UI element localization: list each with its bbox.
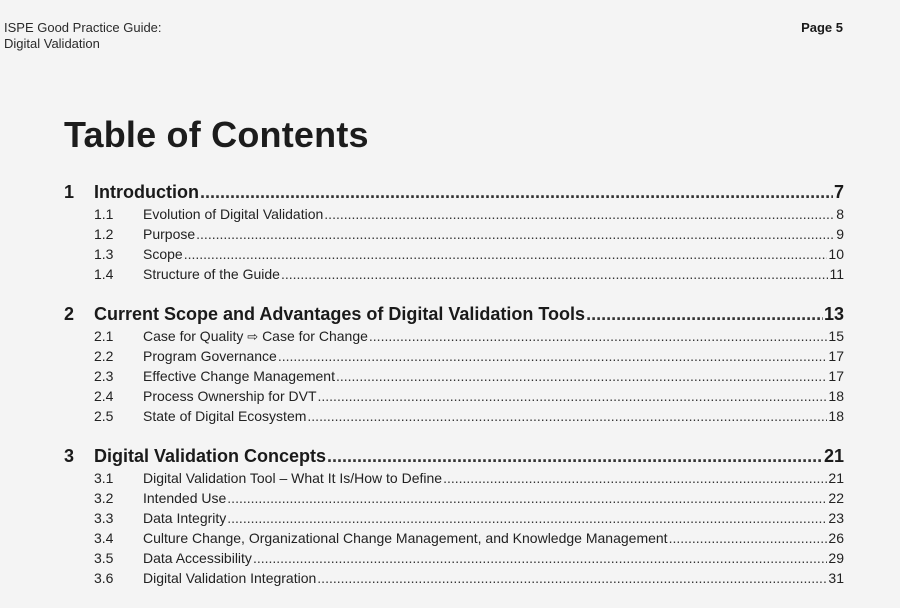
entry-title: Structure of the Guide <box>143 266 280 282</box>
entry-title: Process Ownership for DVT <box>143 388 317 404</box>
section-page: 13 <box>823 304 844 324</box>
toc-section-3 <box>64 446 844 590</box>
header-guide-subtitle: Digital Validation <box>4 36 100 51</box>
toc-section-1 <box>64 182 844 286</box>
entry-title-part-a: Case for Quality <box>143 328 244 344</box>
dot-leader <box>369 328 828 344</box>
toc-section-heading[interactable] <box>64 304 844 328</box>
entry-page: 18 <box>828 408 844 424</box>
section-page: 21 <box>823 446 844 466</box>
toc-entry[interactable] <box>64 470 844 490</box>
section-title: Current Scope and Advantages of Digital Validation Tools <box>94 304 586 324</box>
page-number: Page 5 <box>801 20 843 35</box>
dot-leader <box>227 490 827 506</box>
entry-title: Evolution of Digital Validation <box>143 206 324 222</box>
toc-entry[interactable] <box>64 510 844 530</box>
dot-leader <box>586 304 823 325</box>
dot-leader <box>318 388 828 404</box>
toc-entry[interactable] <box>64 206 844 226</box>
entry-number: 1.4 <box>94 266 114 282</box>
dot-leader <box>200 182 833 203</box>
dot-leader <box>278 348 828 364</box>
toc-entry[interactable] <box>64 368 844 388</box>
header-guide-title: ISPE Good Practice Guide: <box>4 20 162 35</box>
dot-leader <box>443 470 827 486</box>
entry-page: 31 <box>828 570 844 586</box>
entry-page: 17 <box>828 348 844 364</box>
entry-title: State of Digital Ecosystem <box>143 408 307 424</box>
dot-leader <box>317 570 827 586</box>
entry-title: Intended Use <box>143 490 227 506</box>
entry-page: 8 <box>836 206 844 222</box>
entry-number: 3.1 <box>94 470 114 486</box>
entry-page: 18 <box>828 388 844 404</box>
entry-number: 2.5 <box>94 408 114 424</box>
toc-entry[interactable] <box>64 490 844 510</box>
entry-title: Purpose <box>143 226 196 242</box>
entry-page: 15 <box>828 328 844 344</box>
dot-leader <box>253 550 827 566</box>
entry-title: Data Integrity <box>143 510 227 526</box>
toc-section-heading[interactable] <box>64 182 844 206</box>
entry-number: 1.1 <box>94 206 114 222</box>
toc-entry[interactable] <box>64 550 844 570</box>
entry-page: 29 <box>828 550 844 566</box>
toc-entry[interactable] <box>64 266 844 286</box>
entry-number: 2.1 <box>94 328 114 344</box>
section-number: 1 <box>64 182 75 202</box>
entry-title: Effective Change Management <box>143 368 335 384</box>
toc-entry[interactable] <box>64 328 844 348</box>
entry-page: 23 <box>828 510 844 526</box>
toc-section-2 <box>64 304 844 428</box>
dot-leader <box>307 408 827 424</box>
section-number: 2 <box>64 304 75 324</box>
dot-leader <box>324 206 835 222</box>
dot-leader <box>196 226 835 242</box>
toc-entry[interactable] <box>64 226 844 246</box>
entry-page: 10 <box>828 246 844 262</box>
entry-title: Digital Validation Tool – What It Is/How to Define <box>143 470 443 486</box>
entry-number: 3.3 <box>94 510 114 526</box>
entry-number: 1.2 <box>94 226 114 242</box>
dot-leader <box>227 510 827 526</box>
entry-number: 1.3 <box>94 246 114 262</box>
arrow-right-icon: ⇨ <box>247 329 259 344</box>
entry-number: 3.6 <box>94 570 114 586</box>
entry-page: 9 <box>836 226 844 242</box>
table-of-contents <box>64 182 844 608</box>
toc-entry[interactable] <box>64 570 844 590</box>
section-page: 7 <box>833 182 844 202</box>
toc-entry[interactable] <box>64 408 844 428</box>
dot-leader <box>327 446 823 467</box>
entry-number: 3.5 <box>94 550 114 566</box>
entry-number: 2.4 <box>94 388 114 404</box>
toc-entry[interactable] <box>64 348 844 368</box>
entry-number: 2.2 <box>94 348 114 364</box>
dot-leader <box>184 246 828 262</box>
entry-page: 26 <box>828 530 844 546</box>
entry-title: Culture Change, Organizational Change Management, and Knowledge Management <box>143 530 668 546</box>
entry-number: 2.3 <box>94 368 114 384</box>
entry-title: Program Governance <box>143 348 277 364</box>
entry-page: 11 <box>829 266 844 282</box>
section-title: Digital Validation Concepts <box>94 446 327 466</box>
entry-page: 21 <box>828 470 844 486</box>
section-title: Introduction <box>94 182 199 202</box>
section-number: 3 <box>64 446 75 466</box>
toc-section-heading[interactable] <box>64 446 844 470</box>
entry-page: 22 <box>828 490 844 506</box>
entry-title: Scope <box>143 246 183 262</box>
entry-number: 3.2 <box>94 490 114 506</box>
toc-entry[interactable] <box>64 246 844 266</box>
entry-title <box>143 328 368 345</box>
dot-leader <box>281 266 828 282</box>
entry-number: 3.4 <box>94 530 114 546</box>
toc-entry[interactable] <box>64 530 844 550</box>
entry-page: 17 <box>828 368 844 384</box>
entry-title: Digital Validation Integration <box>143 570 317 586</box>
entry-title-part-b: Case for Change <box>262 328 368 344</box>
entry-title: Data Accessibility <box>143 550 252 566</box>
toc-entry[interactable] <box>64 388 844 408</box>
dot-leader <box>336 368 827 384</box>
dot-leader <box>669 530 828 546</box>
page-title: Table of Contents <box>64 114 369 155</box>
document-header <box>4 20 162 52</box>
